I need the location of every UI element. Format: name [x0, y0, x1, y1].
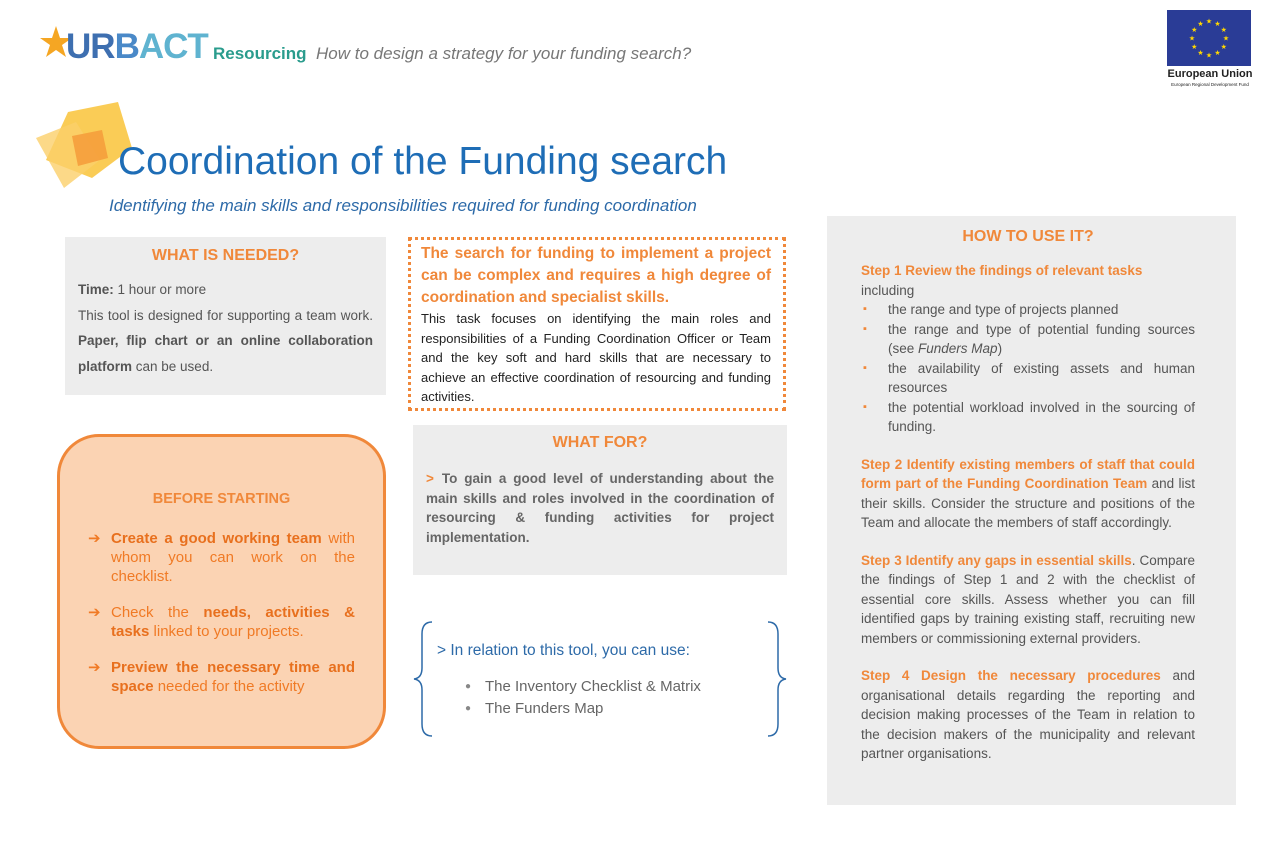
circle-bullet-icon: ● — [465, 703, 472, 714]
section-label: Resourcing — [213, 44, 307, 63]
eu-star-icon: ★ — [1220, 44, 1227, 51]
before-item-preview — [88, 658, 355, 696]
step-4 — [861, 666, 1195, 764]
eu-star-icon: ★ — [1205, 52, 1213, 60]
step-3-rest: . Compare the findings of Step 1 and 2 with the checklist of essential core skills. Assess whether you can fill identified gaps by training existing staff, recruiting new members or commissioning external providers. — [861, 552, 1195, 646]
eu-star-icon: ★ — [1197, 20, 1204, 28]
eu-star-icon: ★ — [1188, 35, 1196, 43]
step-1-rest: including — [861, 282, 915, 298]
time-line — [78, 277, 373, 303]
bullet-text: the potential workload involved in the sourcing of funding. — [888, 399, 1195, 434]
circle-bullet-icon: ● — [465, 681, 472, 692]
intro-box — [408, 237, 786, 411]
needed-desc-2: can be used. — [135, 358, 214, 374]
step-2-rest: and list their skills. Consider the structure and positions of the Team and allocate the members of staff accordingly. — [861, 476, 1195, 530]
bullet-text: the range and type of projects planned — [888, 302, 1119, 317]
before-starting-heading: BEFORE STARTING — [152, 491, 291, 507]
eu-star-icon: ★ — [1197, 50, 1204, 58]
step-3 — [861, 551, 1195, 649]
intro-body: This task focuses on identifying the main roles and responsibilities of a Funding Coordination Officer or Team and the key soft and hard skills that are necessary to achieve an effective coordination of resourcing and funding activities. — [421, 311, 771, 404]
what-for-box — [413, 425, 787, 575]
logo-part-ur: UR — [66, 27, 115, 66]
tools-lead: > In relation to this tool, you can use: — [437, 642, 690, 659]
square-bullet-icon: ▪ — [863, 361, 867, 374]
bullet-text: the range and type of potential funding sources (see — [888, 321, 1195, 356]
needed-desc-bold: Paper, flip chart or an online collaboration platform — [78, 333, 373, 374]
step-2-heading: Step 2 Identify existing members of staff that could form part of the Funding Coordination Team — [861, 456, 1195, 491]
eu-star-icon: ★ — [1205, 18, 1213, 26]
before-item-2-bold: needs, activities & tasks — [111, 604, 355, 640]
page-title: Coordination of the Funding search — [118, 140, 728, 183]
eu-star-icon: ★ — [1191, 44, 1198, 51]
before-item-3-bold: Preview the necessary time and space — [111, 659, 355, 695]
before-item-1-rest: with whom you can work on the checklist. — [111, 530, 355, 585]
list-item — [861, 300, 1195, 320]
what-is-needed-heading: WHAT IS NEEDED? — [151, 247, 300, 264]
square-bullet-icon: ▪ — [863, 400, 867, 413]
before-item-2-rest: linked to your projects. — [153, 623, 304, 640]
needed-description — [78, 303, 373, 380]
before-starting-box — [57, 434, 386, 749]
eu-star-icon: ★ — [1214, 20, 1221, 28]
eu-star-icon: ★ — [1214, 50, 1221, 58]
urbact-logo — [66, 27, 208, 67]
list-item — [861, 359, 1195, 398]
how-to-use-box — [827, 216, 1236, 805]
eu-star-icon: ★ — [1220, 27, 1227, 34]
bullet-close: ) — [997, 341, 1003, 356]
step-4-rest: and organisational details regarding the reporting and decision making processes of the Team in relation to the decision makers of the municipality and relevant partner organisations. — [861, 668, 1195, 761]
bullet-text: the availability of existing assets and human resources — [888, 360, 1195, 395]
funders-map-reference: Funders Map — [918, 341, 998, 356]
step-1-heading: Step 1 Review the findings of relevant tasks — [861, 263, 1143, 278]
what-is-needed-box — [65, 237, 386, 395]
eu-flag-icon — [1167, 10, 1251, 66]
step-1-bullets — [861, 300, 1195, 437]
list-item — [861, 398, 1195, 437]
tool-inventory-checklist — [465, 678, 701, 695]
what-for-text — [426, 469, 774, 547]
time-value: 1 hour or more — [117, 282, 207, 297]
tool-label: The Inventory Checklist & Matrix — [485, 678, 701, 695]
logo-part-b: B — [114, 27, 139, 66]
chevron-right-icon: > — [426, 471, 434, 486]
eu-fund-name: European Regional Development Fund — [1171, 82, 1249, 87]
step-4-heading: Step 4 Design the necessary procedures — [861, 668, 1161, 683]
arrow-right-icon: ➔ — [88, 604, 101, 621]
eu-name: European Union — [1167, 68, 1253, 80]
list-item — [861, 320, 1195, 359]
square-bullet-icon: ▪ — [863, 322, 867, 335]
square-bullet-icon: ▪ — [863, 303, 867, 315]
before-item-3-rest: needed for the activity — [157, 678, 305, 695]
page-subtitle: Identifying the main skills and responsibilities required for funding coordination — [109, 196, 697, 215]
intro-lead: The search for funding to implement a project can be complex and requires a high degree of coordination and specialist skills. — [421, 245, 771, 306]
arrow-right-icon: ➔ — [88, 530, 101, 547]
before-item-1-bold: Create a good working team — [111, 530, 322, 547]
step-3-heading: Step 3 Identify any gaps in essential skills — [861, 552, 1132, 568]
needed-desc-1: This tool is designed for supporting a team work. — [78, 307, 373, 323]
what-for-heading: WHAT FOR? — [552, 434, 648, 451]
arrow-right-icon: ➔ — [88, 659, 101, 676]
logo-part-act: ACT — [138, 27, 208, 66]
before-item-team — [88, 529, 355, 586]
before-item-2-pre: Check the — [111, 604, 189, 621]
time-label: Time: — [78, 282, 114, 297]
eu-star-icon: ★ — [1222, 35, 1230, 43]
what-for-body: To gain a good level of understanding about the main skills and roles involved in the coordination of resourcing & funding activities for project implementation. — [426, 471, 774, 545]
tool-funders-map — [465, 700, 603, 717]
step-1 — [861, 261, 1195, 437]
how-to-use-heading: HOW TO USE IT? — [962, 228, 1094, 245]
step-2 — [861, 455, 1195, 533]
page-tagline: How to design a strategy for your funding search? — [316, 44, 692, 63]
before-item-needs — [88, 603, 355, 641]
eu-star-icon: ★ — [1191, 27, 1198, 34]
tool-label: The Funders Map — [485, 700, 604, 717]
